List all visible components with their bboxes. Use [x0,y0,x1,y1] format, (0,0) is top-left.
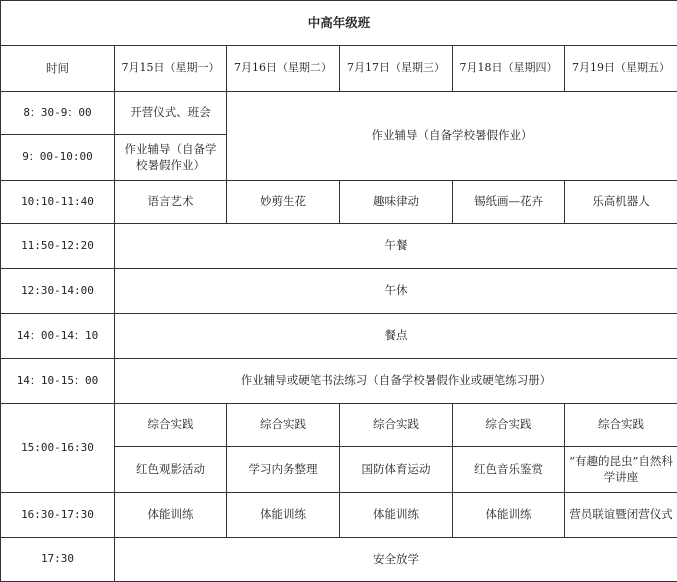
activity-cell: 作业辅导（自备学校暑假作业） [115,135,227,181]
table-row [1,359,677,404]
time-cell: 14：10-15：00 [1,359,115,404]
activity-cell: 学习内务整理 [227,447,340,493]
time-cell: 14：00-14：10 [1,314,115,359]
merged-activity-cell: 午休 [115,269,677,314]
activity-cell: 红色观影活动 [115,447,227,493]
table-row [1,314,677,359]
activity-cell: 体能训练 [453,493,565,538]
time-cell: 10:10-11:40 [1,181,115,224]
activity-cell: 综合实践 [115,404,227,447]
activity-cell: 红色音乐鉴赏 [453,447,565,493]
activity-cell: 体能训练 [227,493,340,538]
activity-cell: 综合实践 [227,404,340,447]
time-cell: 15:00-16:30 [1,404,115,493]
activity-cell: 综合实践 [453,404,565,447]
activity-cell: 综合实践 [340,404,453,447]
time-cell: 11:50-12:20 [1,224,115,269]
time-column-header: 时间 [1,46,115,92]
header-row [1,46,677,92]
activity-cell: 开营仪式、班会 [115,92,227,135]
table-row [1,404,677,447]
time-cell: 12:30-14:00 [1,269,115,314]
table-title: 中高年级班 [1,1,677,46]
merged-activity-cell: 作业辅导（自备学校暑假作业） [227,92,677,181]
table-row [1,269,677,314]
day-header-thu: 7月18日（星期四） [453,46,565,92]
activity-cell: 综合实践 [565,404,677,447]
activity-cell: 锡纸画—花卉 [453,181,565,224]
activity-cell: 语言艺术 [115,181,227,224]
time-cell: 16:30-17:30 [1,493,115,538]
activity-cell: 乐高机器人 [565,181,677,224]
time-cell: 8：30-9：00 [1,92,115,135]
activity-cell: 体能训练 [115,493,227,538]
table-row [1,224,677,269]
activity-cell: “有趣的昆虫”自然科学讲座 [565,447,677,493]
merged-activity-cell: 午餐 [115,224,677,269]
table-row [1,538,677,582]
day-header-fri: 7月19日（星期五） [565,46,677,92]
merged-activity-cell: 餐点 [115,314,677,359]
table-row [1,92,677,135]
activity-cell: 体能训练 [340,493,453,538]
activity-cell: 妙剪生花 [227,181,340,224]
table-row [1,181,677,224]
table-row [1,493,677,538]
title-row [1,1,677,46]
activity-cell: 营员联谊暨闭营仪式 [565,493,677,538]
merged-activity-cell: 安全放学 [115,538,677,582]
day-header-tue: 7月16日（星期二） [227,46,340,92]
day-header-mon: 7月15日（星期一） [115,46,227,92]
activity-cell: 国防体育运动 [340,447,453,493]
merged-activity-cell: 作业辅导或硬笔书法练习（自备学校暑假作业或硬笔练习册） [115,359,677,404]
time-cell: 9：00-10:00 [1,135,115,181]
day-header-wed: 7月17日（星期三） [340,46,453,92]
time-cell: 17:30 [1,538,115,582]
activity-cell: 趣味律动 [340,181,453,224]
